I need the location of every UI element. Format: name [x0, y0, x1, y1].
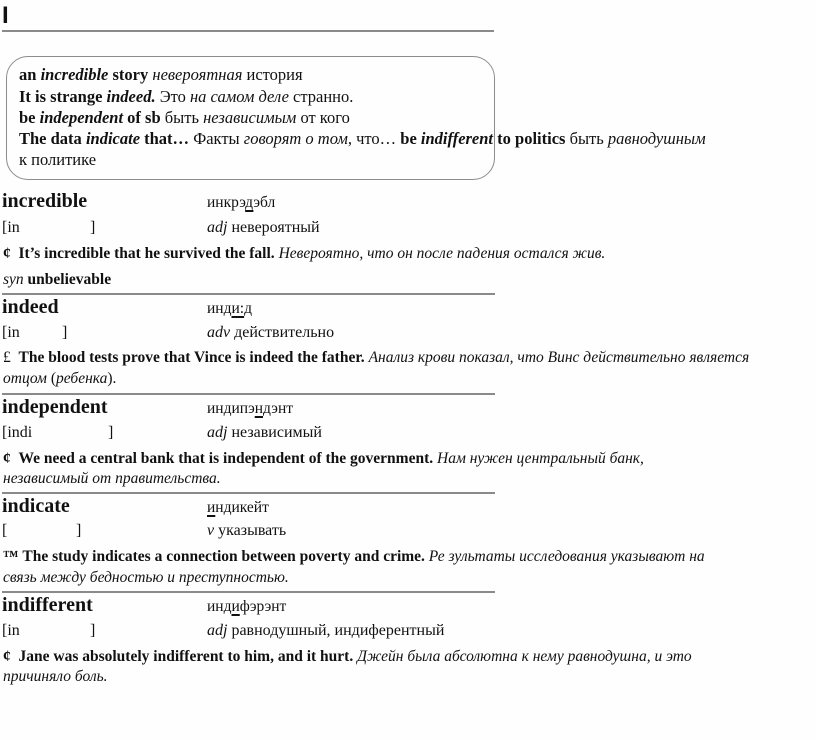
phrase-text: to politics — [493, 129, 566, 148]
headword: indeed — [2, 296, 59, 318]
phrase-text: независимым — [203, 108, 297, 127]
russian-pronunciation — [207, 399, 293, 419]
phrase-text: that… — [140, 129, 190, 148]
pron-part: дэнт — [263, 400, 294, 417]
phrase-text: be — [400, 129, 421, 148]
example — [3, 449, 644, 469]
phrase-text: быть — [160, 108, 204, 127]
phrase-text: indeed. — [106, 87, 156, 106]
example-ru: Ре зультаты исследования указывают на — [428, 548, 705, 565]
russian-pronunciation — [207, 597, 286, 617]
bullet-icon: ¢ — [3, 648, 11, 665]
section-letter: I — [2, 2, 9, 29]
translation-line — [207, 423, 322, 443]
transcription-close: ] — [76, 522, 82, 539]
example-ru: независимый от правительства. — [3, 470, 221, 487]
example-en: The blood tests prove that Vince is indeed the father. — [18, 349, 365, 366]
transcription-open: [in — [2, 622, 20, 639]
pron-stress: и — [231, 598, 240, 615]
russian-pronunciation — [207, 299, 252, 319]
phrase-text: incredible — [40, 65, 109, 84]
example-ru: ребенка — [55, 370, 108, 387]
bullet-icon: ¢ — [3, 245, 11, 262]
transcription-close: ] — [90, 622, 96, 639]
phrase-text: Факты — [189, 129, 244, 148]
phrase-text: Это — [155, 87, 190, 106]
pron-part: ндикейт — [215, 499, 269, 516]
translation-line — [207, 621, 444, 641]
part-of-speech: adj — [207, 219, 228, 236]
phrase-text: independent — [39, 108, 124, 127]
pron-part: индипэ — [207, 400, 255, 417]
syn-label: syn — [3, 271, 24, 288]
part-of-speech: adj — [207, 622, 228, 639]
entry-divider — [2, 492, 495, 494]
headword: indicate — [2, 495, 70, 517]
example-ru: Джейн была абсолютна к нему равнодушна, и это — [357, 648, 692, 665]
phrase-text: к политике — [19, 150, 97, 169]
example-ru: Нам нужен центральный банк, — [437, 450, 644, 467]
phrase-text: indifferent — [420, 129, 494, 148]
example — [3, 348, 749, 368]
translation-line — [207, 521, 286, 541]
phrase-text: история — [242, 65, 303, 84]
pron-part: фэрэнт — [239, 598, 287, 615]
transcription-open: [in — [2, 219, 20, 236]
example-continued — [3, 469, 221, 489]
headword: indifferent — [2, 594, 93, 616]
bullet-icon: ™ — [3, 548, 19, 565]
example-en: It’s incredible that he survived the fall. — [18, 245, 275, 262]
phrase-line — [19, 149, 96, 170]
entry-divider — [2, 293, 495, 295]
pron-part: инд — [207, 300, 232, 317]
example-ru: Невероятно, что он после падения остался жив. — [278, 245, 606, 262]
phrase-line — [19, 107, 350, 128]
pron-stress: н — [254, 400, 264, 417]
transcription-open: [in — [2, 324, 20, 341]
example-continued — [3, 568, 289, 588]
phrase-text: It is strange — [19, 87, 107, 106]
phrase-text: странно. — [288, 87, 354, 106]
part-of-speech: adv — [207, 324, 231, 341]
translation: равнодушный, индиферентный — [231, 622, 445, 639]
example — [3, 547, 705, 567]
phrase-text: an — [19, 65, 41, 84]
pron-part: инкр — [207, 194, 240, 211]
phrase-text: story — [108, 65, 153, 84]
example-continued — [3, 667, 108, 687]
example-en: Jane was absolutely indifferent to him, and it hurt. — [18, 648, 354, 665]
phrase-text: of sb — [123, 108, 161, 127]
pron-stress: и: — [231, 300, 245, 317]
paren: ( — [50, 370, 56, 387]
translation-line — [207, 218, 320, 238]
russian-pronunciation — [207, 498, 269, 518]
russian-pronunciation — [207, 193, 275, 213]
phrase-text: , что… — [347, 129, 401, 148]
transcription-close: ] — [90, 219, 96, 236]
translation-line — [207, 323, 334, 343]
pron-part: эбл — [253, 194, 276, 211]
pron-stress-mark: д — [245, 194, 254, 211]
pron-part: инд — [207, 598, 232, 615]
translation: действительно — [234, 324, 335, 341]
bullet-icon: ¢ — [3, 450, 11, 467]
part-of-speech: adj — [207, 424, 228, 441]
example-continued — [3, 369, 116, 389]
part-of-speech: v — [207, 522, 215, 539]
phrase-text: говорят о том — [243, 129, 348, 148]
headword: independent — [2, 396, 108, 418]
synonym-line — [3, 270, 111, 290]
translation: независимый — [231, 424, 322, 441]
phrase-line — [19, 86, 353, 107]
phrase-text: от кого — [296, 108, 350, 127]
example-en: The study indicates a connection between poverty and crime. — [22, 548, 425, 565]
phrase-text: на самом деле — [189, 87, 289, 106]
translation: невероятный — [231, 219, 320, 236]
phrase-text: невероятная — [152, 65, 243, 84]
pron-stress: э — [239, 194, 246, 211]
example — [3, 244, 605, 264]
transcription-close: ] — [108, 424, 114, 441]
example-en: We need a central bank that is independent of the government. — [18, 450, 434, 467]
phrase-line — [19, 128, 706, 149]
transcription-close: ] — [62, 324, 68, 341]
bullet-icon: £ — [3, 349, 11, 366]
phrase-text: равнодушным — [607, 129, 706, 148]
transcription-open: [indi — [2, 424, 33, 441]
phrase-text: indicate — [85, 129, 141, 148]
example-ru: отцом — [3, 370, 47, 387]
phrase-line — [19, 64, 303, 85]
phrase-text: be — [19, 108, 40, 127]
paren: ). — [107, 370, 117, 387]
synonym: unbelievable — [27, 271, 112, 288]
phrase-text: быть — [565, 129, 608, 148]
example — [3, 647, 692, 667]
phrase-text: The data — [19, 129, 86, 148]
pron-stress: и — [207, 499, 216, 516]
translation: указывать — [218, 522, 287, 539]
example-ru: причиняло боль. — [3, 668, 108, 685]
example-ru: связь между бедностью и преступностью. — [3, 569, 289, 586]
transcription-open: [ — [2, 522, 8, 539]
header-divider — [2, 30, 494, 32]
pron-part: д — [244, 300, 252, 317]
headword: incredible — [2, 190, 88, 212]
example-ru: Анализ крови показал, что Винс действительно является — [368, 349, 750, 366]
